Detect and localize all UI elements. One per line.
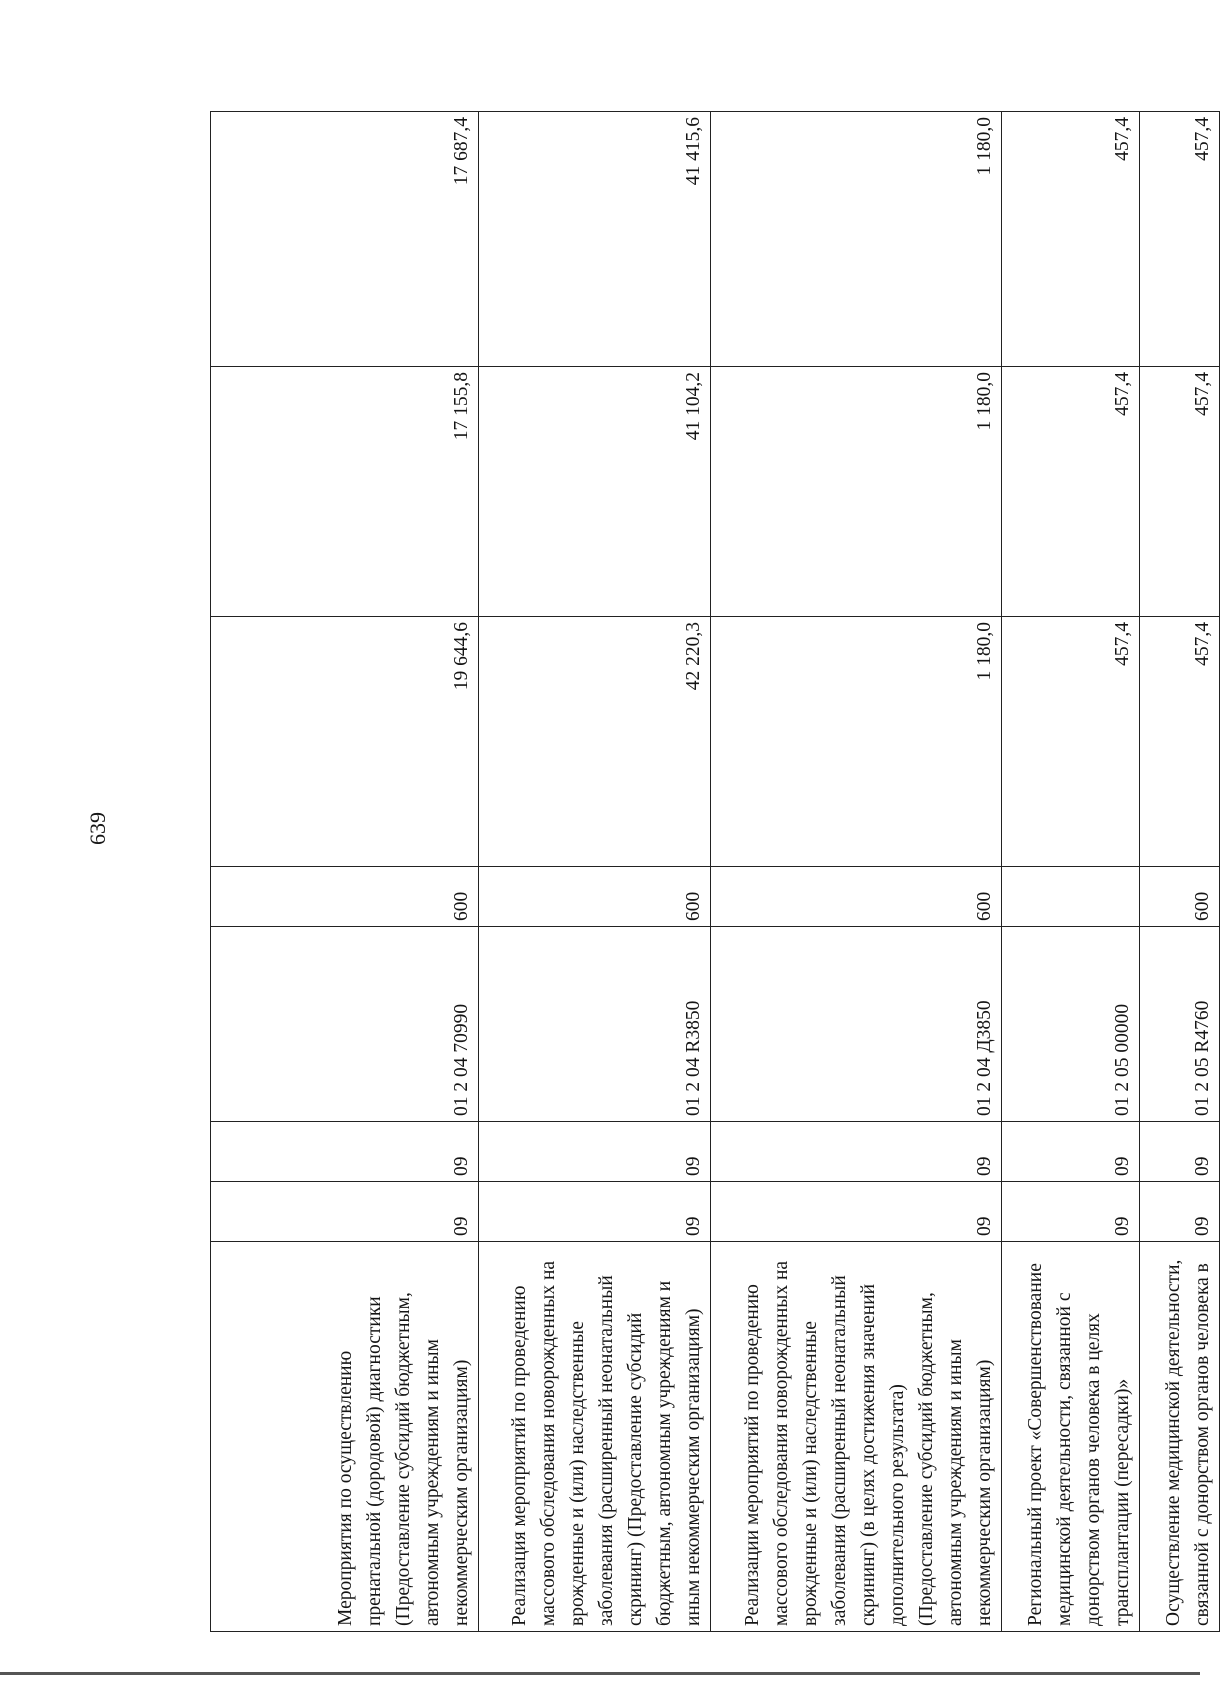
row-section: 09 [1002,1182,1140,1242]
row-target: 01 2 04 Д3850 [710,927,1002,1122]
row-description: Реализации мероприятий по проведению массового обследования новорожденных на врожденные и (или) наследственные заболевания (расширенный неонатальный скрининг) (в целях достижения значений дополнительного результата) (Предоставление субсидий бюджетным, автономным учреждениям и иным некоммерческим организациям) [710,1242,1002,1632]
table-row [211,112,479,1632]
table-row [479,112,710,1632]
row-amount-2: 41 104,2 [479,367,710,617]
row-amount-2: 1 180,0 [710,367,1002,617]
row-amount-1: 42 220,3 [479,617,710,867]
row-amount-3: 17 687,4 [211,112,479,367]
row-target: 01 2 05 00000 [1002,927,1140,1122]
row-description: Реализация мероприятий по проведению массового обследования новорожденных на врожденные и (или) наследственные заболевания (расширенный неонатальный скрининг) (Предоставление субсидий бюджетным, автономным учреждениям и иным некоммерческим организациям) [479,1242,710,1632]
row-subsection: 09 [211,1122,479,1182]
row-section: 09 [211,1182,479,1242]
row-amount-1: 1 180,0 [710,617,1002,867]
row-target: 01 2 04 R3850 [479,927,710,1122]
table-row [1002,112,1140,1632]
row-amount-1: 19 644,6 [211,617,479,867]
row-expense-type: 600 [211,867,479,927]
row-description: Региональный проект «Совершенствование медицинской деятельности, связанной с донорством органов человека в целях трансплантации (пересадки)» [1002,1242,1140,1632]
row-subsection: 09 [1140,1122,1220,1182]
budget-table-rotated [210,112,1220,1632]
row-amount-3: 457,4 [1002,112,1140,367]
row-amount-1: 457,4 [1140,617,1220,867]
row-subsection: 09 [710,1122,1002,1182]
row-target: 01 2 05 R4760 [1140,927,1220,1122]
table-row [1140,112,1220,1632]
row-expense-type: 600 [710,867,1002,927]
row-expense-type [1002,867,1140,927]
row-expense-type: 600 [479,867,710,927]
row-description: Мероприятия по осуществлению пренатальной (дородовой) диагностики (Предоставление субсидий бюджетным, автономным учреждениям и иным некоммерческим организациям) [211,1242,479,1632]
row-amount-2: 17 155,8 [211,367,479,617]
row-amount-2: 457,4 [1002,367,1140,617]
row-section: 09 [1140,1182,1220,1242]
page-number: 639 [85,812,110,845]
row-amount-1: 457,4 [1002,617,1140,867]
budget-table [210,111,1220,1632]
row-subsection: 09 [479,1122,710,1182]
row-target: 01 2 04 70990 [211,927,479,1122]
row-section: 09 [710,1182,1002,1242]
row-section: 09 [479,1182,710,1242]
row-amount-3: 1 180,0 [710,112,1002,367]
scan-edge-line [0,1672,1200,1675]
row-subsection: 09 [1002,1122,1140,1182]
row-amount-3: 457,4 [1140,112,1220,367]
row-expense-type: 600 [1140,867,1220,927]
row-description: Осуществление медицинской деятельности, связанной с донорством органов человека в [1140,1242,1220,1632]
row-amount-2: 457,4 [1140,367,1220,617]
row-amount-3: 41 415,6 [479,112,710,367]
table-row [710,112,1002,1632]
